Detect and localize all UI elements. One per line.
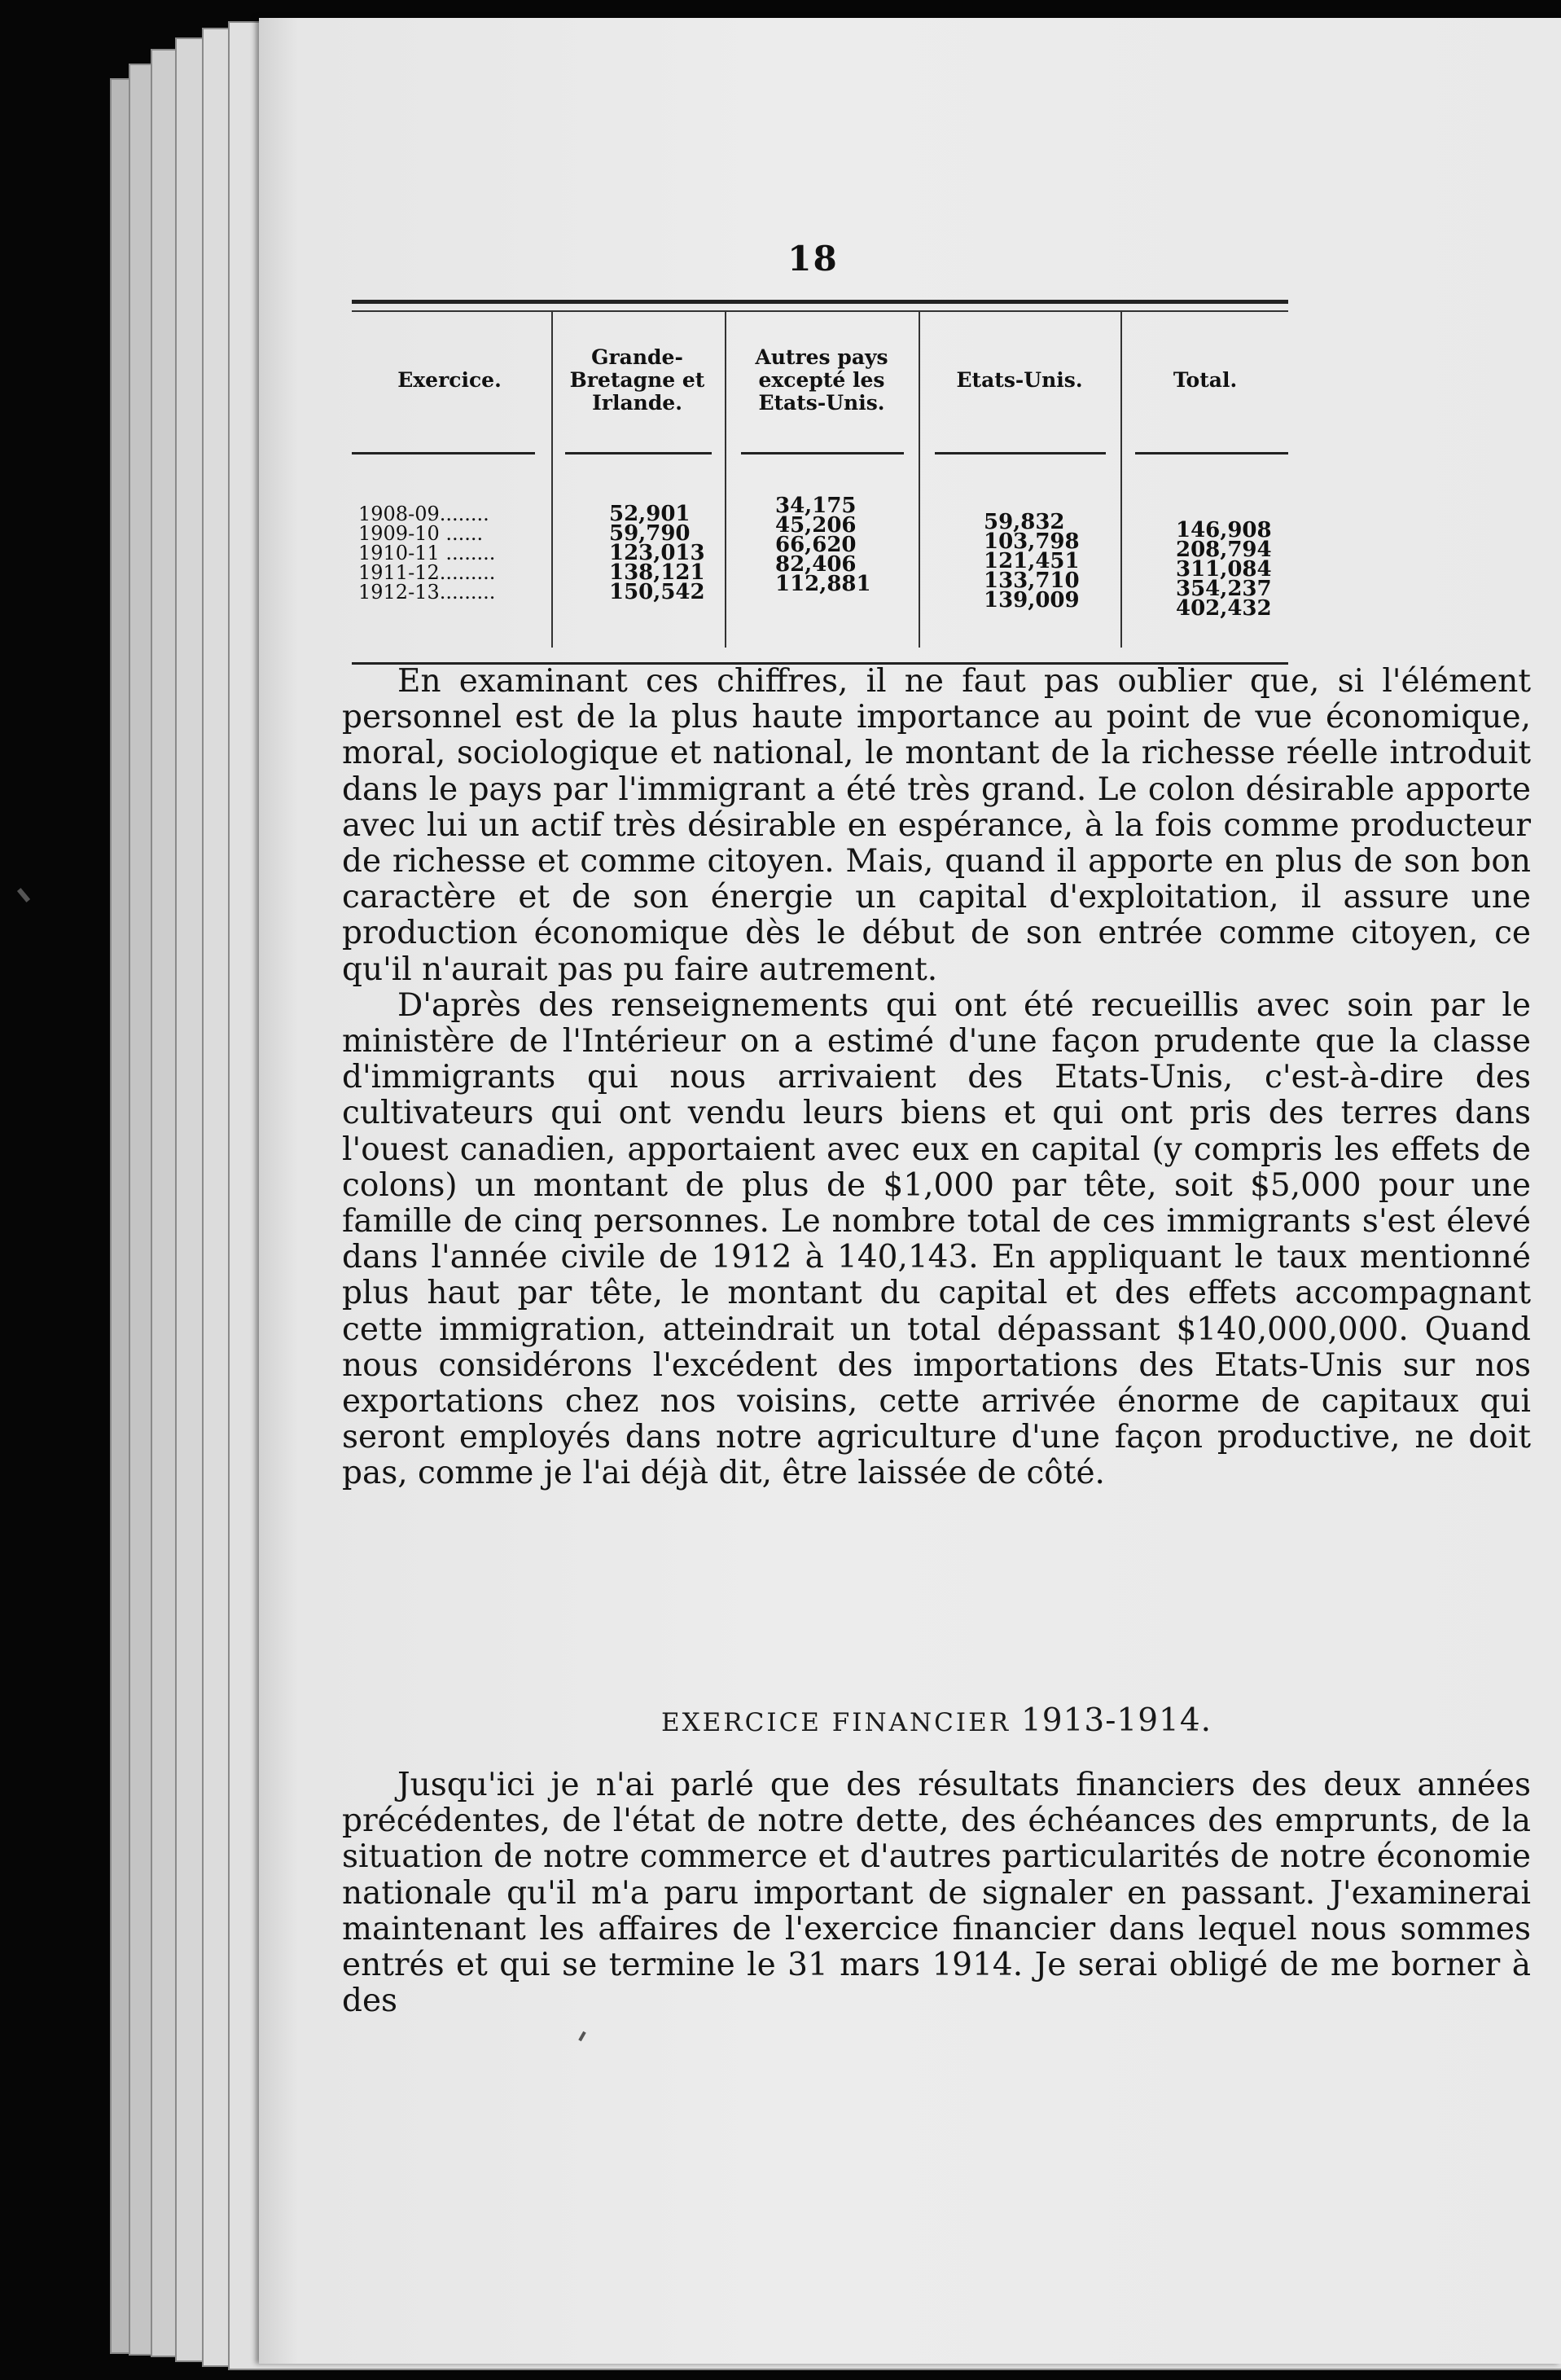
value-cell: 146,908 <box>1176 518 1272 542</box>
year-cell: 1912-13......... <box>358 581 496 604</box>
value-cell: 34,175 <box>775 494 857 518</box>
value-cell: 52,901 <box>609 502 691 526</box>
body-text-section <box>342 1767 1531 2019</box>
table-top-rule <box>352 300 1288 312</box>
value-cell: 311,084 <box>1176 557 1272 582</box>
value-cell: 82,406 <box>775 552 857 577</box>
value-cell: 133,710 <box>984 569 1080 593</box>
header-grande-bretagne: Grande- Bretagne et Irlande. <box>569 345 705 415</box>
column-divider <box>1120 312 1122 648</box>
grande-bretagne-column <box>609 504 705 602</box>
header-rule <box>741 452 904 454</box>
section-heading-text: EXERCICE FINANCIER <box>660 1708 1011 1737</box>
value-cell: 66,620 <box>775 533 857 557</box>
value-cell: 150,542 <box>609 580 705 604</box>
table-body <box>352 312 1288 665</box>
autres-pays-column <box>775 496 871 594</box>
section-heading <box>342 1702 1531 1739</box>
section-heading-years: 1913-1914. <box>1020 1702 1212 1739</box>
immigration-table <box>352 300 1288 665</box>
value-cell: 59,790 <box>609 521 691 546</box>
value-cell: 208,794 <box>1176 538 1272 562</box>
year-cell: 1910-11 ........ <box>358 542 496 564</box>
value-cell: 354,237 <box>1176 577 1272 601</box>
paragraph: En examinant ces chiffres, il ne faut pas oublier que, si l'élément personnel est de la plus haute importance au point de vue économique, moral, sociologique et national, le montant de la richesse réelle introduit dans le pays par l'immigrant a été très grand. Le colon désirable apporte avec lui un actif très désirable en espérance, à la fois comme producteur de richesse et comme citoyen. Mais, quand il apporte en plus de son bon caractère et de son énergie un capital d'exploitation, il assure une production économique dès le début de son entrée comme citoyen, ce qu'il n'aurait pas pu faire autrement. <box>342 663 1531 988</box>
year-cell: 1911-12......... <box>358 561 496 584</box>
value-cell: 112,881 <box>775 572 871 596</box>
header-autres-pays: Autres pays excepté les Etats-Unis. <box>755 345 888 415</box>
year-cell: 1909-10 ...... <box>358 522 484 545</box>
header-rule <box>352 452 535 454</box>
header-etats-unis: Etats-Unis. <box>956 368 1083 392</box>
value-cell: 402,432 <box>1176 596 1272 621</box>
column-divider <box>919 312 920 648</box>
header-rule <box>565 452 712 454</box>
etats-unis-column <box>984 510 1080 613</box>
column-divider <box>551 312 553 648</box>
header-exercice: Exercice. <box>397 368 502 392</box>
value-cell: 121,451 <box>984 549 1080 573</box>
value-cell: 139,009 <box>984 588 1080 613</box>
page-number: 18 <box>787 239 839 279</box>
value-cell: 59,832 <box>984 510 1065 534</box>
value-cell: 103,798 <box>984 529 1080 554</box>
value-cell: 45,206 <box>775 513 857 538</box>
years-column <box>358 504 495 602</box>
scan-speck <box>17 888 30 902</box>
column-divider <box>725 312 726 648</box>
year-cell: 1908-09........ <box>358 503 489 525</box>
value-cell: 138,121 <box>609 560 705 585</box>
header-total: Total. <box>1173 368 1238 392</box>
header-rule <box>1135 452 1288 454</box>
paragraph: D'après des renseignements qui ont été recueillis avec soin par le ministère de l'Intérieur on a estimé d'une façon prudente que la classe d'immigrants qui nous arrivaient des Etats-Unis, c'est-à-dire des cultivateurs qui ont vendu leurs biens et qui ont pris des terres dans l'ouest canadien, apportaient avec eux en capital (y compris les effets de colons) un montant de plus de $1,000 par tête, soit $5,000 pour une famille de cinq personnes. Le nombre total de ces immigrants s'est élevé dans l'année civile de 1912 à 140,143. En appliquant le taux mentionné plus haut par tête, le montant du capital et des effets accompagnant cette immigration, atteindrait un total dépassant $140,000,000. Quand nous considérons l'excédent des importations des Etats-Unis sur nos exportations chez nos voisins, cette arrivée énorme de capitaux qui seront employés dans notre agriculture d'une façon productive, ne doit pas, comme je l'ai déjà dit, être laissée de côté. <box>342 986 1531 1492</box>
total-column <box>1176 518 1272 621</box>
value-cell: 123,013 <box>609 541 705 565</box>
header-rule <box>935 452 1106 454</box>
body-text <box>342 664 1531 1492</box>
paragraph: Jusqu'ici je n'ai parlé que des résultats financiers des deux années précédentes, de l'état de notre dette, des échéances des emprunts, de la situation de notre commerce et d'autres particularités de notre économie nationale qu'il m'a paru important de signaler en passant. J'examinerai maintenant les affaires de l'exercice financier dans lequel nous sommes entrés et qui se termine le 31 mars 1914. Je serai obligé de me borner à des <box>342 1767 1531 2020</box>
